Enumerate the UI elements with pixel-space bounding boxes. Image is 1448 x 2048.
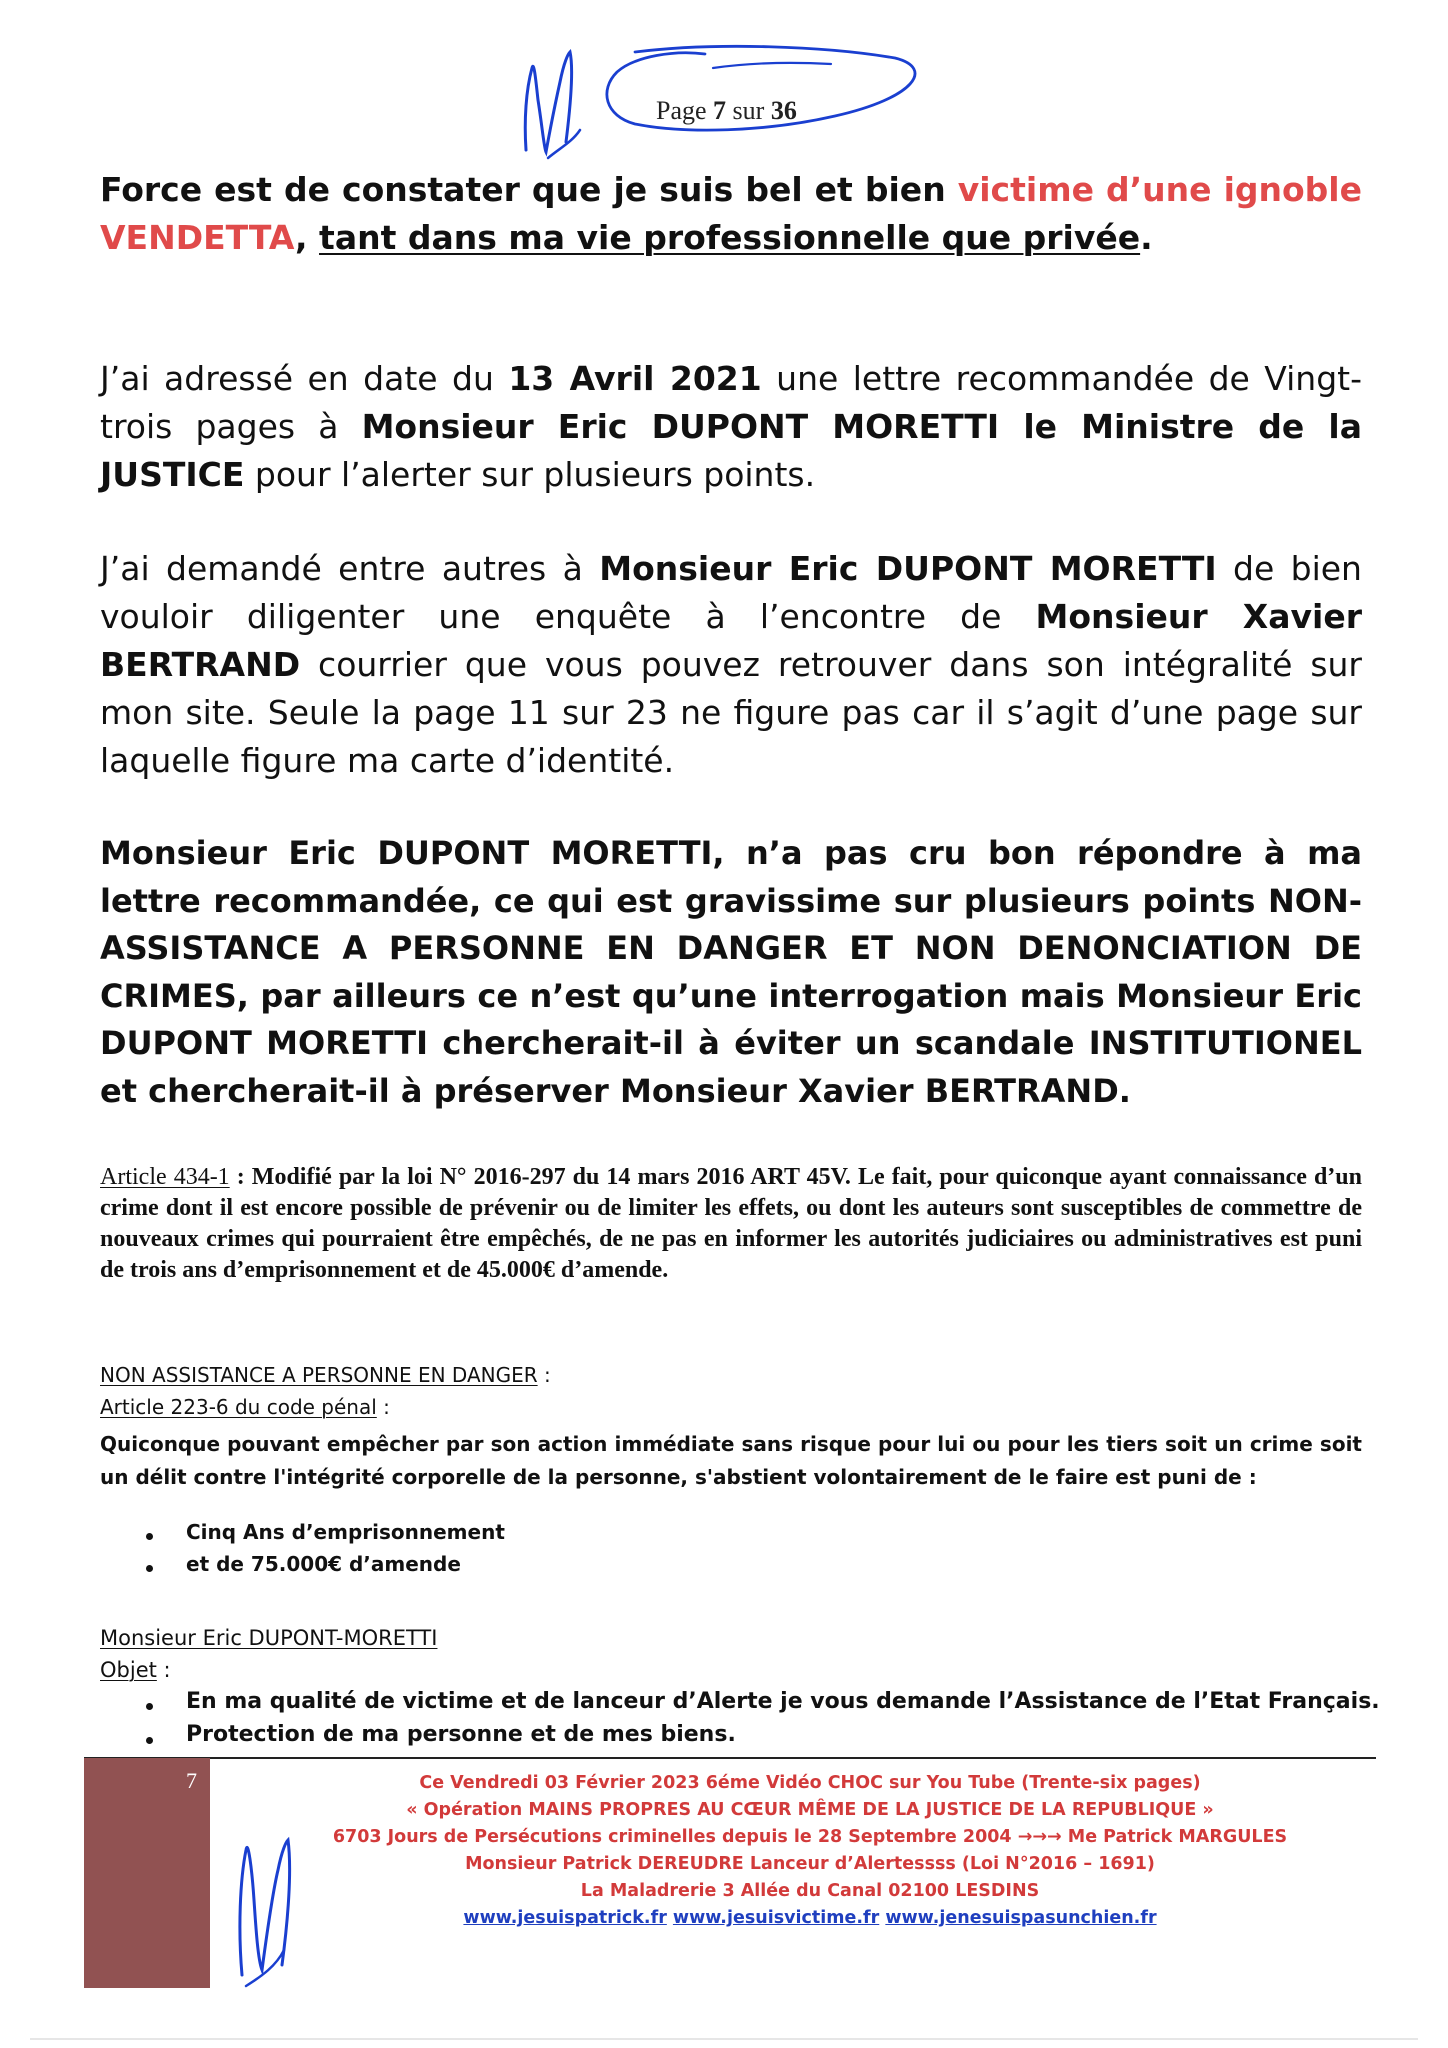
page-current: 7 (713, 96, 727, 125)
objet-bullet-assistance: En ma qualité de victime et de lanceur d’Alerte je vous demande l’Assistance de l’Etat Français. (186, 1689, 1380, 1714)
page-total: 36 (770, 96, 797, 125)
signature-top (520, 30, 600, 160)
bullet-dot (146, 1565, 153, 1572)
addressee-heading: Monsieur Eric DUPONT-MORETTI (100, 1626, 438, 1650)
bullet-penalty-fine: et de 75.000€ d’amende (186, 1552, 461, 1576)
bullet-penalty-prison: Cinq Ans d’emprisonnement (186, 1520, 505, 1544)
link-jesuispatrick[interactable]: www.jesuispatrick.fr (463, 1908, 667, 1928)
footer-links (260, 1905, 1360, 1932)
bullet-dot (146, 1533, 153, 1540)
bullet-dot (146, 1737, 153, 1744)
paragraph-letter: J’ai adressé en date du 13 Avril 2021 une lettre recommandée de Vingt-trois pages à Monsieur Eric DUPONT MORETTI le Ministre de la JUSTICE pour l’alerter sur plusieurs points. (100, 359, 1363, 494)
footer-line-4: Monsieur Patrick DEREUDRE Lanceur d’Alertessss (Loi N°2016 – 1691) (465, 1854, 1155, 1874)
footer-line-5: La Maladrerie 3 Allée du Canal 02100 LESDINS (580, 1881, 1040, 1901)
footer-divider (84, 1757, 1376, 1759)
link-jesuisvictime[interactable]: www.jesuisvictime.fr (672, 1908, 880, 1928)
footer-page-number: 7 (186, 1768, 197, 1793)
paragraph-enquete: J’ai demandé entre autres à Monsieur Eric DUPONT MORETTI de bien vouloir diligenter une enquête à l’encontre de Monsieur Xavier BERTRAND courrier que vous pouvez retrouver dans son intégralité sur mon site. Seule la page 11 sur 23 ne figure pas car il s’agit d’une page sur laquelle figure ma carte d’identité. (100, 549, 1362, 780)
page-bottom-rule (30, 2038, 1418, 2040)
footer-line-2: « Opération MAINS PROPRES AU CŒUR MÊME DE LA JUSTICE DE LA REPUBLIQUE » (406, 1800, 1214, 1820)
article-223-6-heading: Article 223-6 du code pénal : (100, 1395, 390, 1419)
footer-line-1: Ce Vendredi 03 Février 2023 6éme Vidéo CHOC sur You Tube (Trente-six pages) (419, 1773, 1201, 1793)
footer-text (260, 1770, 1360, 1932)
objet-heading: Objet : (100, 1658, 171, 1682)
paragraph-vendetta: Force est de constater que je suis bel et bien victime d’une ignoble VENDETTA, tant dans ma vie professionnelle que privée. (100, 170, 1362, 257)
paragraph-no-response: Monsieur Eric DUPONT MORETTI, n’a pas cru bon répondre à ma lettre recommandée, ce qui est gravissime sur plusieurs points NON-ASSISTANCE A PERSONNE EN DANGER ET NON DENONCIATION DE CRIMES, par ailleurs ce n’est qu’une interrogation mais Monsieur Eric DUPONT MORETTI chercherait-il à éviter un scandale INSTITUTIONEL et chercherait-il à préserver Monsieur Xavier BERTRAND. (100, 834, 1362, 1110)
non-assistance-heading: NON ASSISTANCE A PERSONNE EN DANGER : (100, 1363, 551, 1387)
article-223-6-text: Quiconque pouvant empêcher par son action immédiate sans risque pour lui ou pour les tiers soit un crime soit un délit contre l'intégrité corporelle de la personne, s'abstient volontairement de le faire est puni de : (100, 1432, 1362, 1489)
article-434-1: Article 434-1 : Modifié par la loi N° 2016-297 du 14 mars 2016 ART 45V. Le fait, pour quiconque ayant connaissance d’un crime dont il est encore possible de prévenir ou de limiter les effets, ou dont les auteurs sont susceptibles de commettre de nouveaux crimes qui pourraient être empêchés, de ne pas en informer les autorités judiciaires ou administratives est puni de trois ans d’emprisonnement et de 45.000€ d’amende. (100, 1164, 1362, 1283)
bullet-dot (146, 1703, 153, 1710)
link-jenesuispasunchien[interactable]: www.jenesuispasunchien.fr (885, 1908, 1157, 1928)
footer-line-3: 6703 Jours de Persécutions criminelles depuis le 28 Septembre 2004 →→→ Me Patrick MARGULES (332, 1827, 1288, 1847)
page-indicator: Page 7 sur 36 (656, 96, 797, 125)
article-434-1-label: Article 434-1 (100, 1164, 230, 1190)
objet-bullet-protection: Protection de ma personne et de mes biens. (186, 1722, 736, 1747)
